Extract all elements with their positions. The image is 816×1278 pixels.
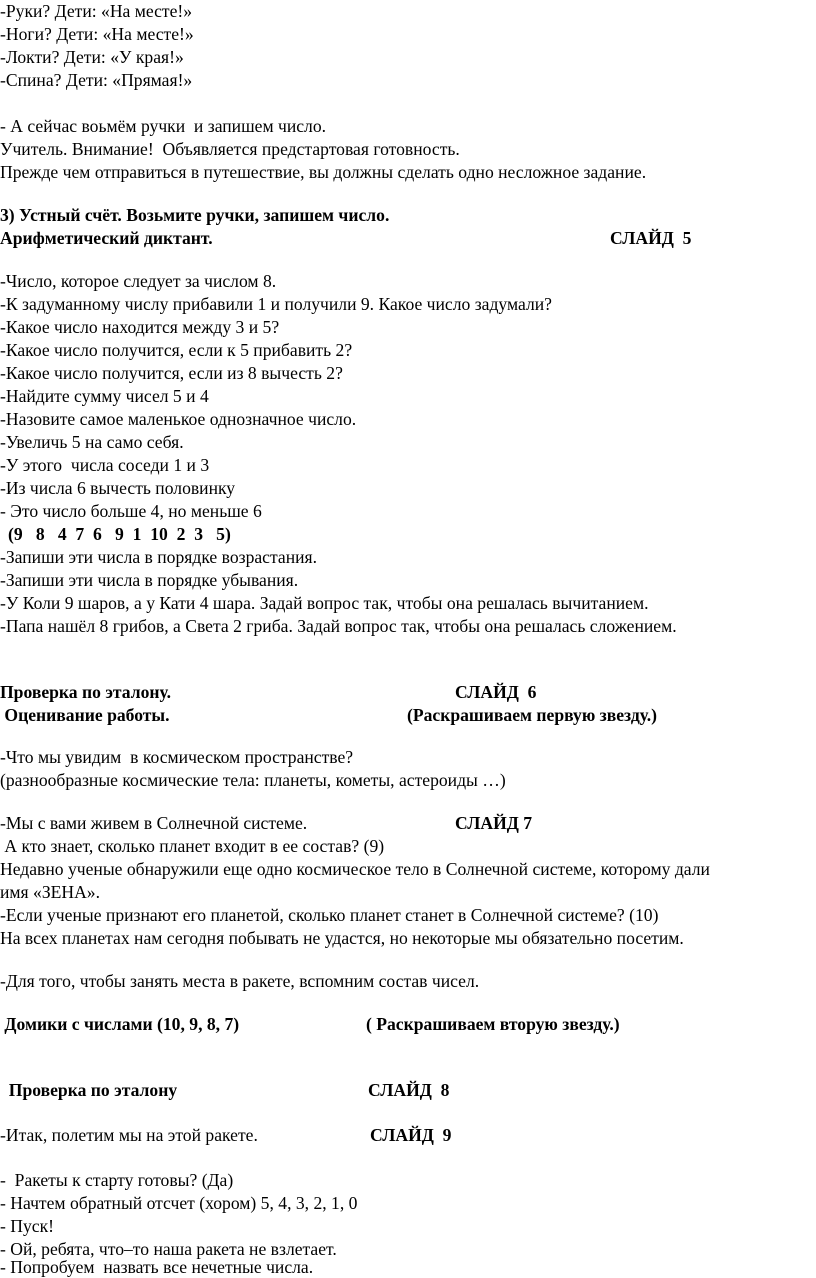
section3-subheading: Арифметический диктант. <box>0 228 213 248</box>
dictation-line-9: -У этого числа соседи 1 и 3 <box>0 455 210 475</box>
intro-line-4: -Спина? Дети: «Прямая!» <box>0 70 193 90</box>
dictation-line-10: -Из числа 6 вычесть половинку <box>0 478 236 498</box>
second-star-note: ( Раскрашиваем вторую звезду.) <box>366 1014 620 1034</box>
slide-7-label: СЛАЙД 7 <box>455 813 533 833</box>
launch-line-3: - Пуск! <box>0 1216 54 1236</box>
dictation-line-7: -Назовите самое маленькое однозначное число. <box>0 409 357 429</box>
slide-8-label: СЛАЙД 8 <box>368 1080 450 1100</box>
dictation-line-11: - Это число больше 4, но меньше 6 <box>0 501 262 521</box>
numbers-line: (9 8 4 7 6 9 1 10 2 3 5) <box>8 524 231 544</box>
check2-label: Проверка по эталону <box>0 1080 178 1100</box>
dictation-line-8: -Увеличь 5 на само себя. <box>0 432 184 452</box>
space-answer: (разнообразные космические тела: планеты, кометы, астероиды …) <box>0 770 506 790</box>
intro-line-2: -Ноги? Дети: «На месте!» <box>0 24 194 44</box>
houses-label: Домики с числами (10, 9, 8, 7) <box>0 1014 240 1034</box>
task-line-1: -Запиши эти числа в порядке возрастания. <box>0 547 318 567</box>
prep-line-3: Прежде чем отправиться в путешествие, вы должны сделать одно несложное задание. <box>0 162 647 182</box>
launch-line-4: - Ой, ребята, что–то наша ракета не взлетает. <box>0 1239 337 1259</box>
solar-system-line: -Мы с вами живем в Солнечной системе. <box>0 813 308 833</box>
planet-line-1: А кто знает, сколько планет входит в ее состав? (9) <box>0 836 385 856</box>
dictation-line-6: -Найдите сумму чисел 5 и 4 <box>0 386 209 406</box>
prep-line-2: Учитель. Внимание! Объявляется предстартовая готовность. <box>0 139 460 159</box>
dictation-line-3: -Какое число находится между 3 и 5? <box>0 317 280 337</box>
planet-line-2: Недавно ученые обнаружили еще одно космическое тело в Солнечной системе, которому дали <box>0 859 710 879</box>
slide-6-label: СЛАЙД 6 <box>455 682 537 702</box>
dictation-line-4: -Какое число получится, если к 5 прибавить 2? <box>0 340 353 360</box>
planet-line-5: На всех планетах нам сегодня побывать не удастся, но некоторые мы обязательно посетим. <box>0 928 684 948</box>
check1-label: Проверка по эталону. <box>0 682 171 702</box>
dictation-line-1: -Число, которое следует за числом 8. <box>0 271 277 291</box>
intro-line-3: -Локти? Дети: «У края!» <box>0 47 184 67</box>
launch-line-5: - Попробуем назвать все нечетные числа. <box>0 1257 314 1277</box>
launch-line-1: - Ракеты к старту готовы? (Да) <box>0 1170 234 1190</box>
planet-line-4: -Если ученые признают его планетой, сколько планет станет в Солнечной системе? (10) <box>0 905 659 925</box>
space-question: -Что мы увидим в космическом пространстве? <box>0 747 354 767</box>
prep-line-1: - А сейчас воьмём ручки и запишем число. <box>0 116 327 136</box>
planet-line-3: имя «ЗЕНА». <box>0 882 101 902</box>
dictation-line-5: -Какое число получится, если из 8 вычесть 2? <box>0 363 343 383</box>
evaluation-label: Оценивание работы. <box>0 705 170 725</box>
task-line-2: -Запиши эти числа в порядке убывания. <box>0 570 299 590</box>
launch-line-2: - Начтем обратный отсчет (хором) 5, 4, 3, 2, 1, 0 <box>0 1193 358 1213</box>
slide-5-label: СЛАЙД 5 <box>610 228 692 248</box>
dictation-line-2: -К задуманному числу прибавили 1 и получили 9. Какое число задумали? <box>0 294 552 314</box>
fly-line: -Итак, полетим мы на этой ракете. <box>0 1125 258 1145</box>
slide-9-label: СЛАЙД 9 <box>370 1125 452 1145</box>
rocket-seats-line: -Для того, чтобы занять места в ракете, вспомним состав чисел. <box>0 971 480 991</box>
task-line-3: -У Коли 9 шаров, а у Кати 4 шара. Задай вопрос так, чтобы она решалась вычитанием. <box>0 593 649 613</box>
section3-heading: 3) Устный счёт. Возьмите ручки, запишем число. <box>0 205 390 225</box>
intro-line-1: -Руки? Дети: «На месте!» <box>0 1 193 21</box>
task-line-4: -Папа нашёл 8 грибов, а Света 2 гриба. Задай вопрос так, чтобы она решалась сложением. <box>0 616 677 636</box>
first-star-note: (Раскрашиваем первую звезду.) <box>407 705 658 725</box>
